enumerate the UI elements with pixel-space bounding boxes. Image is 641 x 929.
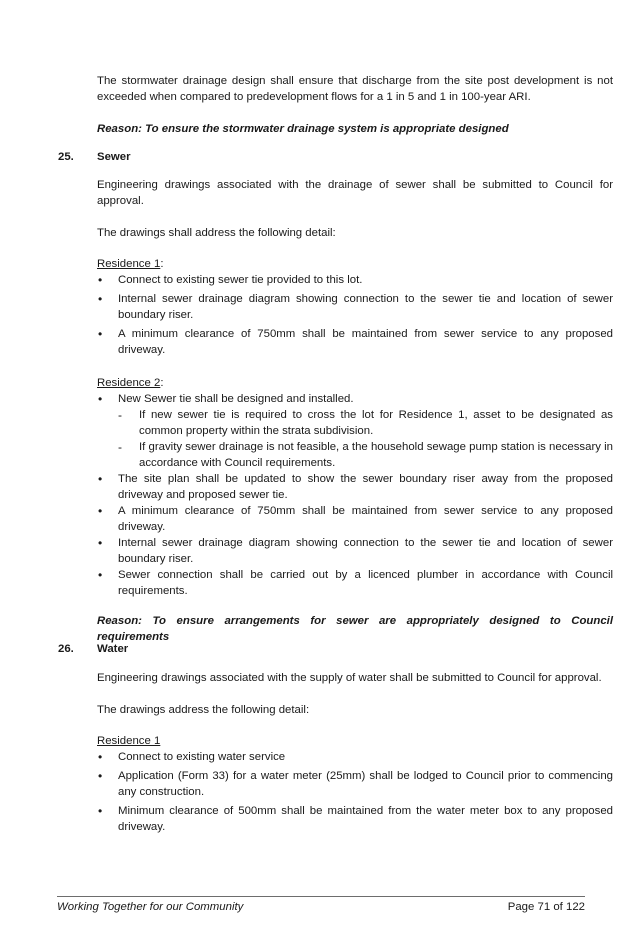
list-item: • The site plan shall be updated to show the sewer boundary riser away from the proposed driveway and proposed sewer tie. xyxy=(97,471,613,503)
list-item: • Internal sewer drainage diagram showing connection to the sewer tie and location of sewer boundary riser. xyxy=(97,535,613,567)
list-item: • Application (Form 33) for a water meter (25mm) shall be lodged to Council prior to commencing any construction. xyxy=(97,768,613,800)
water-residence-1-label: Residence 1 xyxy=(97,735,161,747)
sub-list-item: - If new sewer tie is required to cross the lot for Residence 1, asset to be designated as common property within the strata subdivision. xyxy=(118,407,613,439)
page-number: Page 71 of 122 xyxy=(507,901,585,913)
section-26-number: 26. xyxy=(58,643,74,655)
list-item: • Internal sewer drainage diagram showing connection to the sewer tie and location of sewer boundary riser. xyxy=(97,291,613,323)
list-item: • Connect to existing water service xyxy=(97,749,613,765)
list-item: • A minimum clearance of 750mm shall be maintained from sewer service to any proposed driveway. xyxy=(97,503,613,535)
residence-1-heading xyxy=(97,256,613,272)
list-item xyxy=(97,391,613,471)
list-item-text: New Sewer tie shall be designed and installed. xyxy=(118,393,354,405)
water-paragraph-1: Engineering drawings associated with the supply of water shall be submitted to Council for approval. xyxy=(97,672,602,684)
residence-2-label: Residence 2 xyxy=(97,377,161,389)
list-item: • Connect to existing sewer tie provided to this lot. xyxy=(97,272,613,288)
water-residence-1-heading xyxy=(97,733,613,749)
water-paragraph-2: The drawings address the following detail: xyxy=(97,704,310,716)
section-25-title: Sewer xyxy=(97,151,131,163)
section-26-title: Water xyxy=(97,643,129,655)
residence-1-suffix: : xyxy=(160,258,164,270)
residence-2-heading xyxy=(97,375,613,391)
residence-1-label: Residence 1 xyxy=(97,258,161,270)
sewer-paragraph-1: Engineering drawings associated with the drainage of sewer shall be submitted to Council for approval. xyxy=(97,179,613,207)
residence-2-sewer-list xyxy=(97,391,613,599)
sewer-paragraph-2: The drawings shall address the following detail: xyxy=(97,227,336,239)
water-residence-1-list xyxy=(97,749,613,835)
stormwater-paragraph: The stormwater drainage design shall ensure that discharge from the site post development is not exceeded when compared to predevelopment flows for a 1 in 5 and 1 in 100-year ARI. xyxy=(97,75,613,103)
footer-slogan: Working Together for our Community xyxy=(57,901,244,913)
sewer-reason: Reason: To ensure arrangements for sewer are appropriately designed to Council requirements xyxy=(97,615,613,643)
residence-1-sewer-list xyxy=(97,272,613,358)
sub-list-item: - If gravity sewer drainage is not feasible, a the household sewage pump station is necessary in accordance with Council requirements. xyxy=(118,439,613,471)
list-item: • A minimum clearance of 750mm shall be maintained from sewer service to any proposed driveway. xyxy=(97,326,613,358)
residence-2-suffix: : xyxy=(160,377,164,389)
sub-list xyxy=(118,407,613,471)
list-item: • Sewer connection shall be carried out by a licenced plumber in accordance with Council requirements. xyxy=(97,567,613,599)
footer-divider xyxy=(57,896,585,897)
stormwater-reason: Reason: To ensure the stormwater drainage system is appropriate designed xyxy=(97,123,509,135)
list-item: • Minimum clearance of 500mm shall be maintained from the water meter box to any proposed driveway. xyxy=(97,803,613,835)
section-25-number: 25. xyxy=(58,151,74,163)
